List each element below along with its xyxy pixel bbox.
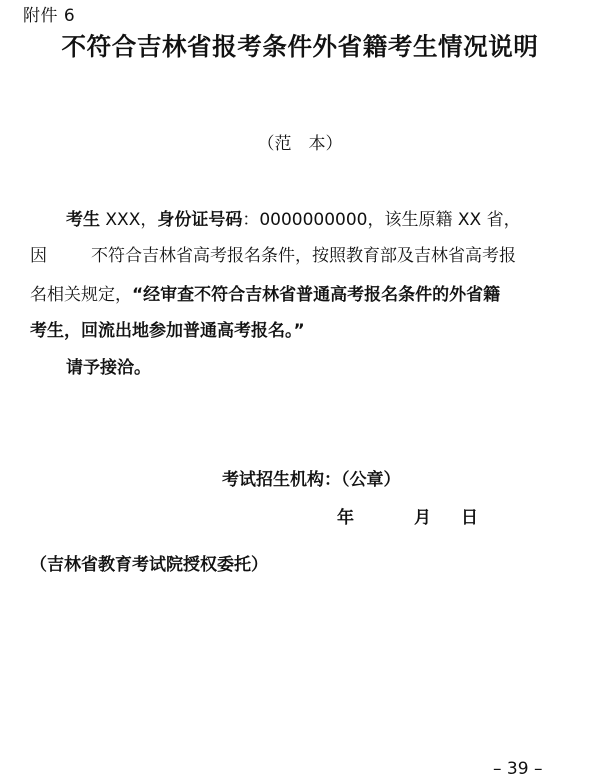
body-line-3	[30, 283, 575, 307]
id-number-label: 身份证号码	[157, 210, 243, 230]
body-line-2-rest: 不符合吉林省高考报名条件，按照教育部及吉林省高考报	[91, 246, 516, 266]
id-number-value: ：0000000000，该生原籍 XX 省，	[242, 210, 521, 230]
authorization-note: （吉林省教育考试院授权委托）	[30, 555, 268, 575]
body-line-3-quote: “经审查不符合吉林省普通高考报名条件的外省籍	[132, 285, 501, 305]
attachment-label: 附件 6	[23, 6, 76, 26]
closing-line: 请予接洽。	[66, 358, 151, 378]
sample-label: （范 本）	[257, 134, 343, 154]
examinee-label: 考生	[66, 210, 100, 230]
body-line-2	[30, 244, 575, 268]
institution-stamp-label: 考试招生机构：（公章）	[222, 470, 401, 490]
body-line-4: 考生，回流出地参加普通高考报名。”	[30, 321, 305, 341]
body-line-2-start: 因	[30, 246, 47, 266]
date-year: 年	[337, 508, 354, 528]
date-day: 日	[461, 508, 478, 528]
date-month: 月	[414, 508, 431, 528]
page-number: – 39 –	[493, 759, 543, 779]
body-line-1	[30, 208, 575, 232]
examinee-name: XXX，	[100, 210, 158, 230]
body-line-3-normal: 名相关规定，	[30, 285, 132, 305]
date-line	[337, 506, 478, 530]
page-title: 不符合吉林省报考条件外省籍考生情况说明	[61, 32, 539, 61]
